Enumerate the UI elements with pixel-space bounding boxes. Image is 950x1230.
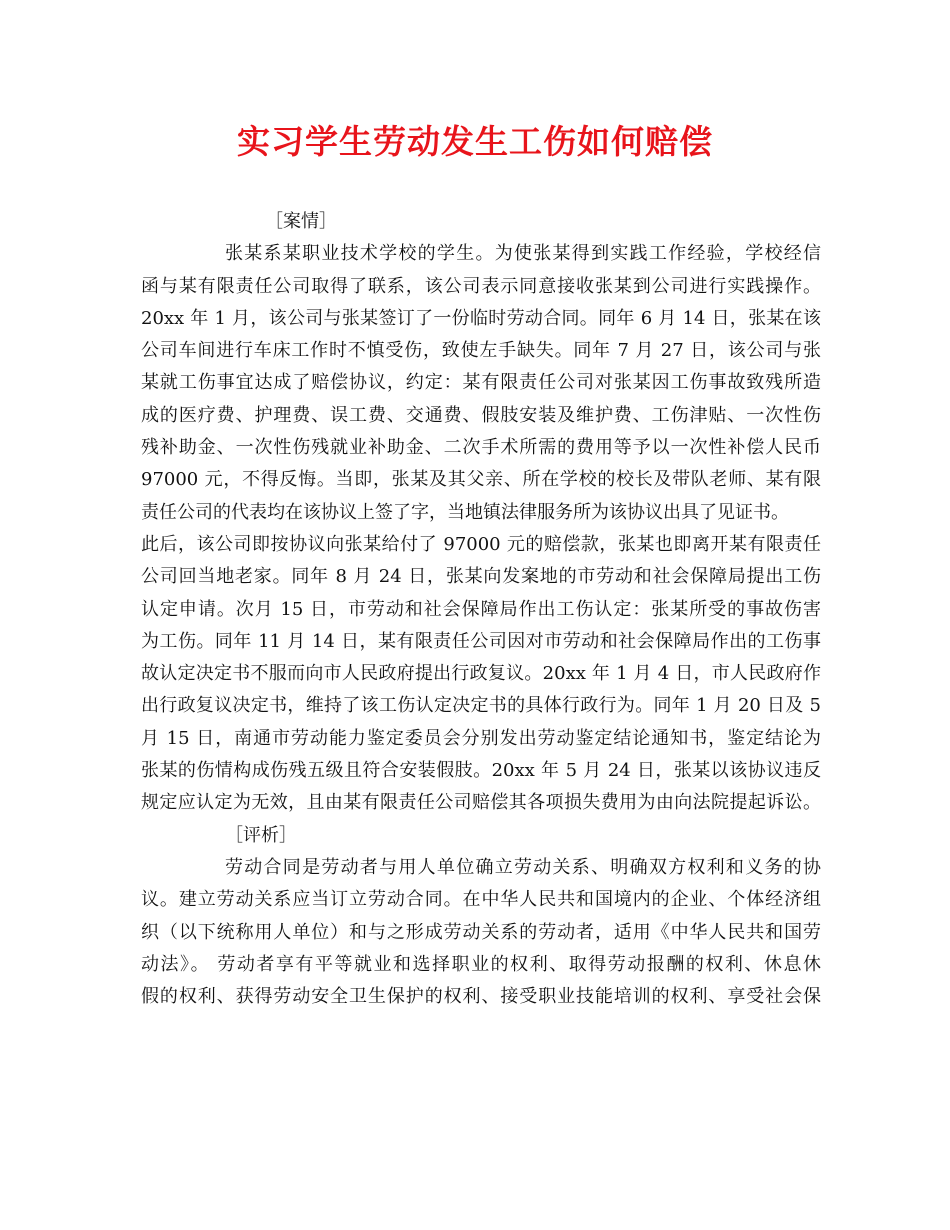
case-paragraph-line: 故认定决定书不服而向市人民政府提出行政复议。20xx 年 1 月 4 日，市人民政府作 bbox=[141, 663, 821, 685]
case-paragraph-line: 月 15 日，南通市劳动能力鉴定委员会分别发出劳动鉴定结论通知书，鉴定结论为 bbox=[141, 727, 821, 749]
analysis-heading: ［评析］ bbox=[225, 824, 297, 846]
analysis-paragraph-line: 动法》。 劳动者享有平等就业和选择职业的权利、取得劳动报酬的权利、休息休 bbox=[141, 953, 821, 975]
document-body bbox=[141, 206, 821, 1013]
case-paragraph-line: 张某的伤情构成伤残五级且符合安装假肢。20xx 年 5 月 24 日，张某以该协议违反 bbox=[141, 760, 821, 782]
case-paragraph-line: 公司车间进行车床工作时不慎受伤，致使左手缺失。同年 7 月 27 日，该公司与张 bbox=[141, 340, 821, 362]
analysis-paragraph-line: 议。建立劳动关系应当订立劳动合同。在中华人民共和国境内的企业、个体经济组 bbox=[141, 889, 821, 911]
case-paragraph-line: 此后，该公司即按协议向张某给付了 97000 元的赔偿款，张某也即离开某有限责任 bbox=[141, 533, 821, 555]
case-paragraph-line: 成的医疗费、护理费、误工费、交通费、假肢安装及维护费、工伤津贴、一次性伤 bbox=[141, 404, 821, 426]
case-paragraph-line: 97000 元，不得反悔。当即，张某及其父亲、所在学校的校长及带队老师、某有限 bbox=[141, 469, 821, 491]
analysis-paragraph-line: 劳动合同是劳动者与用人单位确立劳动关系、明确双方权利和义务的协 bbox=[225, 856, 821, 878]
page-title: 实习学生劳动发生工伤如何赔偿 bbox=[237, 122, 713, 161]
case-paragraph-line: 残补助金、一次性伤残就业补助金、二次手术所需的费用等予以一次性补偿人民币 bbox=[141, 437, 821, 459]
analysis-paragraph-line: 织（以下统称用人单位）和与之形成劳动关系的劳动者，适用《中华人民共和国劳 bbox=[141, 921, 821, 943]
case-paragraph-line: 20xx 年 1 月，该公司与张某签订了一份临时劳动合同。同年 6 月 14 日，张某在该 bbox=[141, 307, 821, 329]
case-paragraph-line: 认定申请。次月 15 日，市劳动和社会保障局作出工伤认定：张某所受的事故伤害 bbox=[141, 598, 821, 620]
case-paragraph-line: 出行政复议决定书，维持了该工伤认定决定书的具体行政行为。同年 1 月 20 日及 5 bbox=[141, 695, 821, 717]
case-heading: ［案情］ bbox=[265, 211, 337, 232]
analysis-paragraph-line: 假的权利、获得劳动安全卫生保护的权利、接受职业技能培训的权利、享受社会保 bbox=[141, 986, 821, 1008]
case-paragraph-line: 为工伤。同年 11 月 14 日，某有限责任公司因对市劳动和社会保障局作出的工伤事 bbox=[141, 630, 821, 652]
case-paragraph-line: 张某系某职业技术学校的学生。为使张某得到实践工作经验，学校经信 bbox=[225, 243, 821, 265]
case-paragraph-line: 某就工伤事宜达成了赔偿协议，约定：某有限责任公司对张某因工伤事故致残所造 bbox=[141, 372, 821, 394]
case-paragraph-line: 公司回当地老家。同年 8 月 24 日，张某向发案地的市劳动和社会保障局提出工伤 bbox=[141, 566, 821, 588]
case-paragraph-line: 规定应认定为无效，且由某有限责任公司赔偿其各项损失费用为由向法院提起诉讼。 bbox=[141, 792, 821, 814]
case-paragraph-line: 函与某有限责任公司取得了联系，该公司表示同意接收张某到公司进行实践操作。 bbox=[141, 275, 821, 297]
case-paragraph-line: 责任公司的代表均在该协议上签了字，当地镇法律服务所为该协议出具了见证书。 bbox=[141, 501, 789, 523]
